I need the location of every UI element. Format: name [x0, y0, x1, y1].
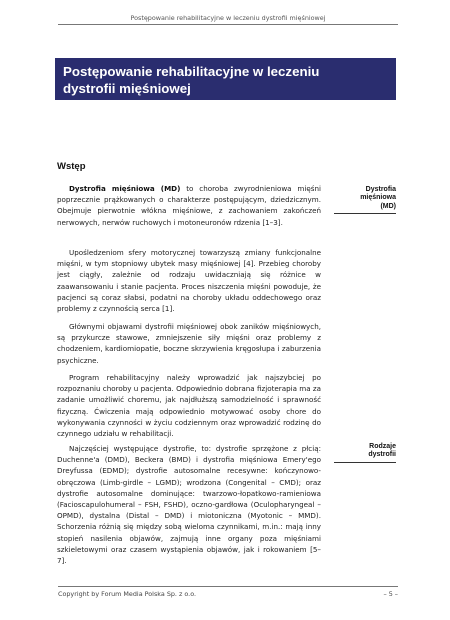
paragraph-1-text: to choroba zwyrodnieniowa mięśni poprzecznie prążkowanych o charakterze postępującym, dziedzicznym. Obejmuje pierwotnie włókna mięśniowe, z zachowaniem zakończeń nerwowych, nerwów ruchowych i motoneuronów rdzenia [1–3]. [57, 184, 321, 227]
sidenote-line: dystrofii [368, 451, 396, 459]
paragraph-1 [57, 183, 321, 228]
defined-term: Dystrofia mięśniowa (MD) [69, 184, 181, 193]
footer-divider [58, 586, 398, 587]
sidenote-dystrofia-miesniowa [334, 186, 396, 211]
sidenote-line: (MD) [380, 202, 396, 210]
paragraph-5: Najczęściej występujące dystrofie, to: dystrofie sprzężone z płcią: Duchenne'a (DMD), Beckera (BMD) i dystrofia mięśniowa Emery'ego Dreyfussa (EDMD); dystrofie autosomalne recesywne: kończynowo-obręczowa (Limb-girdle – LGMD); wrodzona (Congenital – CMD); oraz dystrofie autosomalne dominujące: twarzowo-łopatkowo-ramieniowa (Facioscapulohumeral – FSH, FSHD), oczno-gardłowa (Oculopharyngeal – OPMD), dystalna (Distal – DMD) i miotoniczna (Myotonic – MMD). Schorzenia różnią się między sobą wieloma czynnikami, m.in.: mają inny stopień nasilenia objawów, zajmują inne organy poza mięśniami szkieletowymi oraz czasem wystąpienia objawów, jak i rokowaniem [5–7]. [57, 444, 321, 566]
title-line-2: dystrofii mięśniowej [63, 80, 191, 96]
sidenote-line: Rodzaje [369, 443, 396, 450]
paragraph-4: Program rehabilitacyjny należy wprowadzić jak najszybciej po rozpoznaniu choroby u pacjenta. Odpowiednio dobrana fizjoterapia ma za zadanie umożliwić choremu, jak najdłuższą samodzielność i sprawność fizyczną. Ćwiczenia mają odpowiednio motywować osoby chore do wykonywania czynności w życiu codziennym oraz wprowadzić rodzinę do czynnego udziału w rehabilitacji. [57, 373, 321, 439]
paragraph-2: Upośledzeniom sfery motorycznej towarzyszą zmiany funkcjonalne mięśni, w tym stopniowy ubytek masy mięśniowej [4]. Przebieg choroby jest ciągły, zależnie od rodzaju uwidaczniają się różnice w zaawansowaniu i stanie pacjenta. Proces niszczenia mięśni powoduje, że pacjenci są coraz słabsi, podatni na choroby układu oddechowego oraz problemy z czynnością serca [1]. [57, 248, 321, 314]
sidenote-divider [334, 462, 396, 463]
sidenote-rodzaje-dystrofii [334, 443, 396, 460]
sidenote-divider [334, 213, 396, 214]
section-heading: Wstęp [57, 161, 86, 172]
page-title [63, 64, 388, 97]
sidenote-line: mięśniowa [360, 194, 396, 202]
footer-copyright: Copyright by Forum Media Polska Sp. z o.o. [58, 590, 197, 598]
paragraph-3: Głównymi objawami dystrofii mięśniowej obok zaników mięśniowych, są przykurcze stawowe, zmniejszenie siły mięśni oraz problemy z chodzeniem, kardiomiopatie, boczne skrzywienia kręgosłupa i zaburzenia psychiczne. [57, 322, 321, 365]
title-banner [55, 58, 396, 100]
title-line-1: Postępowanie rehabilitacyjne w leczeniu [63, 64, 320, 79]
sidenote-line: Dystrofia [365, 186, 396, 193]
running-header: Postępowanie rehabilitacyjne w leczeniu dystrofii mięśniowej [130, 14, 326, 22]
page-number: – 5 – [383, 590, 398, 598]
header-divider [58, 24, 398, 25]
